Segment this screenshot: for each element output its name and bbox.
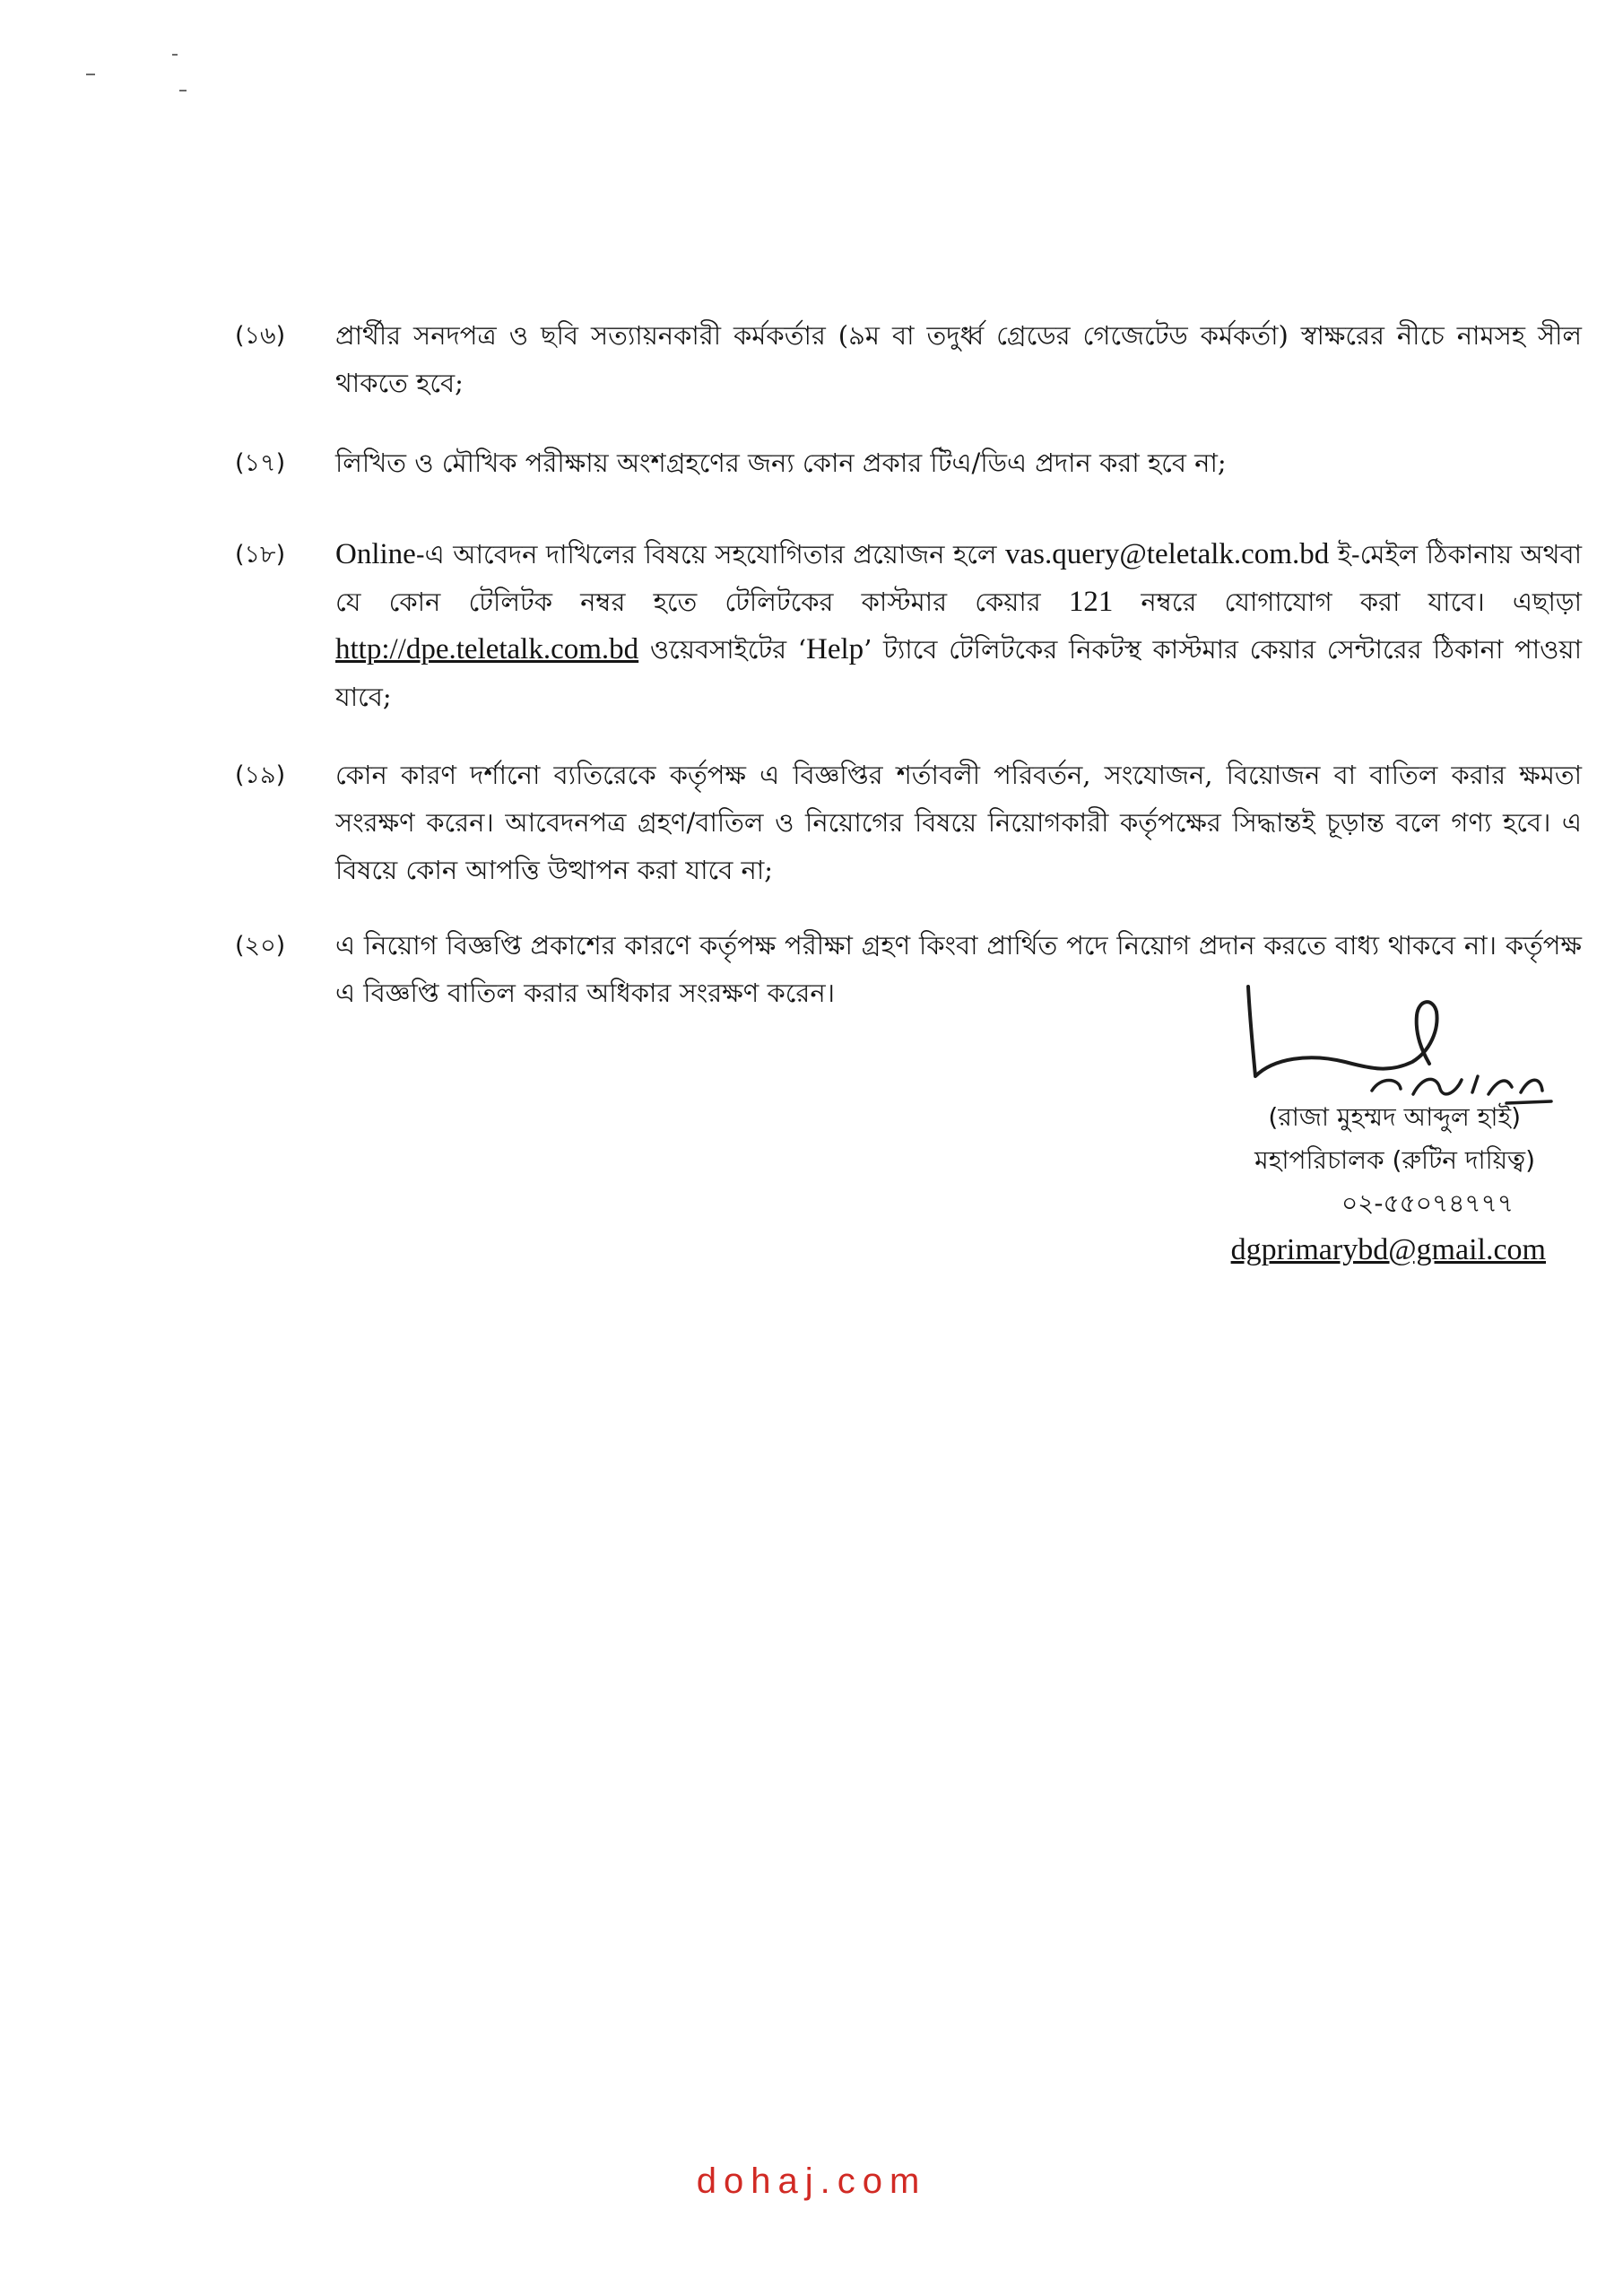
clause-text bbox=[335, 531, 1582, 721]
handwritten-signature bbox=[1237, 976, 1560, 1110]
online-term: Online bbox=[335, 538, 416, 570]
clause-text-part: -এ আবেদন দাখিলের বিষয়ে সহযোগিতার প্রয়োজন হলে bbox=[415, 539, 1006, 570]
support-email: vas.query@teletalk.com.bd bbox=[1005, 538, 1330, 570]
clause-text: লিখিত ও মৌখিক পরীক্ষায় অংশগ্রহণের জন্য কোন প্রকার টিএ/ডিএ প্রদান করা হবে না; bbox=[335, 448, 1227, 478]
clause-text: কোন কারণ দর্শানো ব্যতিরেকে কর্তৃপক্ষ এ বিজ্ঞপ্তির শর্তাবলী পরিবর্তন, সংযোজন, বিয়োজন বা বাতিল করার ক্ষমতা সংরক্ষণ করেন। আবেদনপত্র গ্রহণ/বাতিল ও নিয়োগের বিষয়ে নিয়োগকারী কর্তৃপক্ষের সিদ্ধান্তই চূড়ান্ত বলে গণ্য হবে। এ বিষয়ে কোন আপত্তি উত্থাপন করা যাবে না; bbox=[335, 760, 1582, 885]
scan-speck bbox=[179, 90, 187, 91]
clause-number: (১৯) bbox=[235, 761, 286, 789]
clause-text-part: নম্বরে যোগাযোগ করা যাবে। এছাড়া bbox=[1113, 587, 1583, 617]
clause-number: (১৮) bbox=[235, 541, 286, 569]
clause-text-part: ওয়েবসাইটের ‘ bbox=[638, 634, 806, 665]
signatory-name: (রাজা মুহম্মদ আব্দুল হাই) bbox=[1268, 1102, 1521, 1132]
signatory-block bbox=[1148, 1096, 1560, 1275]
scan-speck bbox=[172, 54, 178, 56]
watermark-text: dohaj.com bbox=[696, 2161, 927, 2201]
help-tab-term: Help bbox=[806, 633, 864, 665]
signatory-phone: ০২-৫৫০৭৪৭৭৭ bbox=[1341, 1188, 1514, 1218]
teletalk-website-link: http://dpe.teletalk.com.bd bbox=[335, 633, 639, 665]
clause-number: (১৭) bbox=[235, 449, 286, 477]
clause-text: এ নিয়োগ বিজ্ঞপ্তি প্রকাশের কারণে কর্তৃপক্ষ পরীক্ষা গ্রহণ কিংবা প্রার্থিত পদে নিয়োগ প্রদান করতে বাধ্য থাকবে না। কর্তৃপক্ষ এ বিজ্ঞপ্তি বাতিল করার অধিকার সংরক্ষণ করেন। bbox=[335, 930, 1582, 1008]
clause-text-part: ই-মেইল ঠিকানায় অথবা যে কোন টেলিটক নম্বর হতে টেলিটকের কাস্টমার কেয়ার bbox=[335, 539, 1583, 617]
clause-number: (২০) bbox=[235, 932, 286, 960]
signatory-title: মহাপরিচালক (রুটিন দায়িত্ব) bbox=[1254, 1145, 1535, 1175]
signatory-email: dgprimarybd@gmail.com bbox=[1230, 1233, 1546, 1266]
clause-text-part: ’ ট্যাবে টেলিটকের নিকটস্থ কাস্টমার কেয়ার সেন্টারের ঠিকানা পাওয়া যাবে; bbox=[335, 634, 1582, 712]
scan-speck bbox=[86, 74, 95, 75]
customer-care-number: 121 bbox=[1068, 586, 1114, 618]
clause-number: (১৬) bbox=[235, 322, 286, 350]
clause-text: প্রার্থীর সনদপত্র ও ছবি সত্যায়নকারী কর্মকর্তার (৯ম বা তদুর্ধ্ব গ্রেডের গেজেটেড কর্মকর্তা) স্বাক্ষরের নীচে নামসহ সীল থাকতে হবে; bbox=[335, 320, 1582, 398]
